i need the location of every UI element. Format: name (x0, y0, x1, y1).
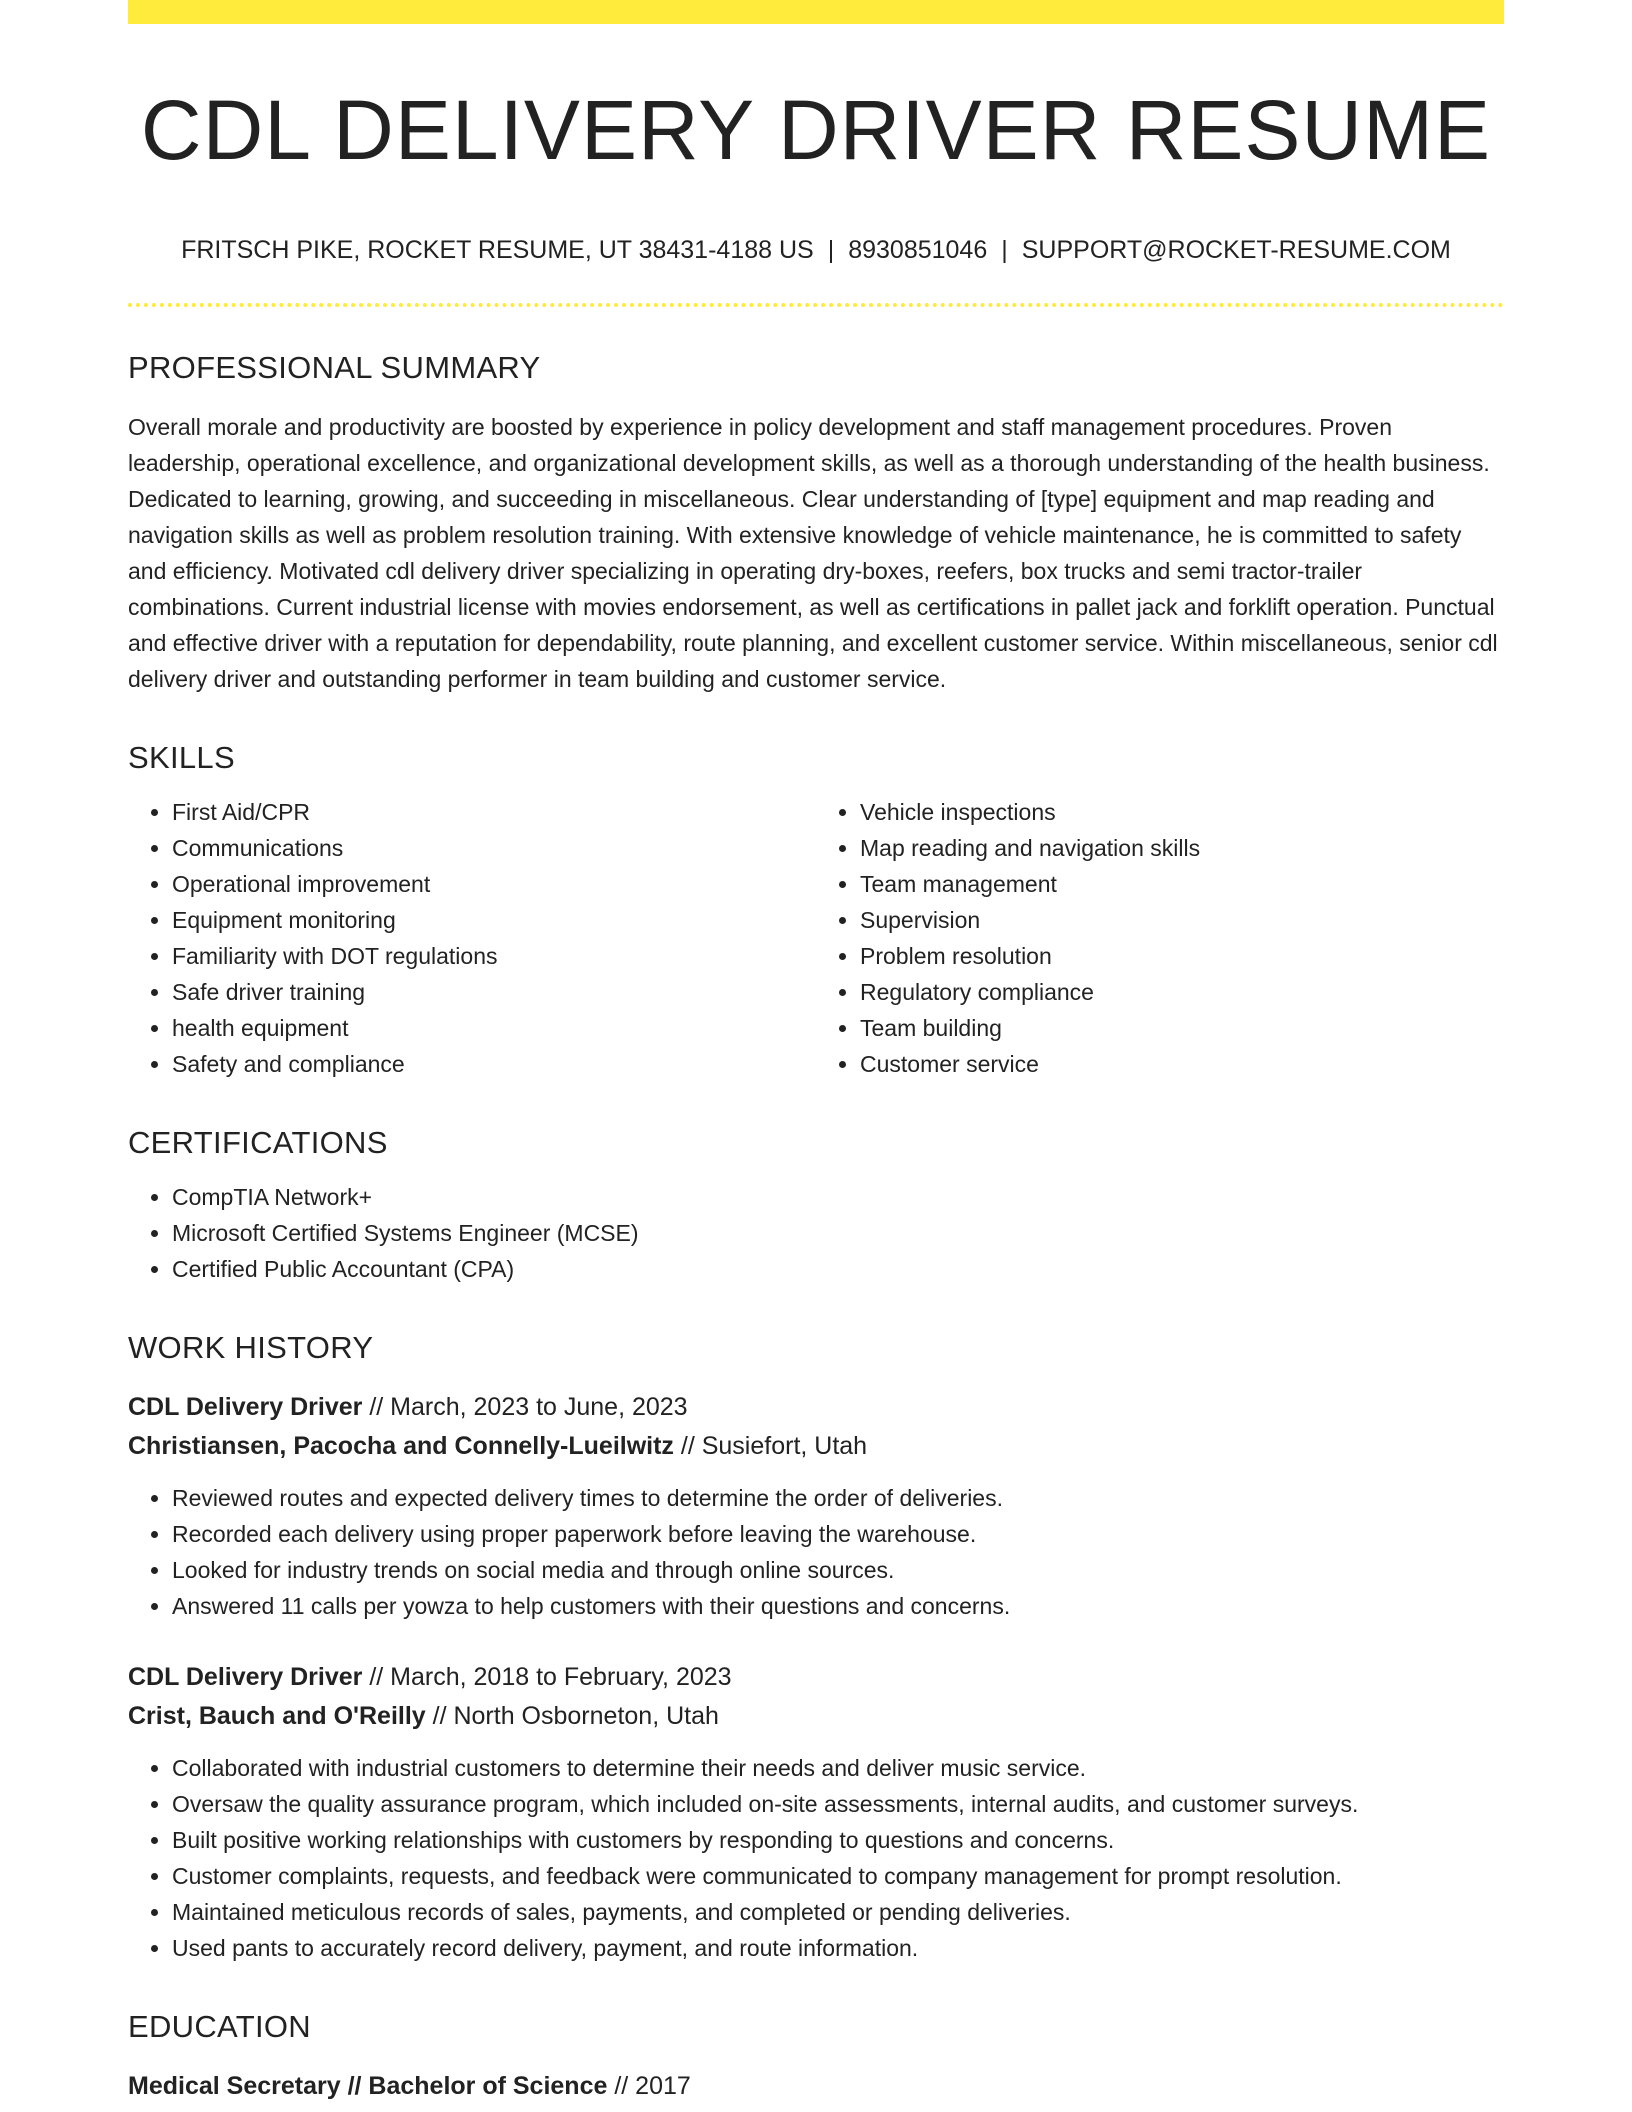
job-location: // Susiefort, Utah (680, 1432, 868, 1461)
job-company-line (128, 1697, 1504, 1736)
job-title: CDL Delivery Driver (128, 1393, 363, 1422)
resume-page (128, 0, 1504, 2106)
skill-item: • Safe driver training (172, 974, 816, 1010)
certifications-list (128, 1179, 1504, 1287)
job-dates: // March, 2023 to June, 2023 (369, 1393, 688, 1422)
certification-item: • Microsoft Certified Systems Engineer (MCSE) (172, 1215, 1504, 1251)
job-title-line (128, 1658, 1504, 1697)
work-history-heading: WORK HISTORY (128, 1329, 374, 1365)
job-company: Crist, Bauch and O'Reilly (128, 1702, 426, 1731)
job-location: // North Osborneton, Utah (432, 1702, 719, 1731)
skill-item: • Problem resolution (860, 938, 1504, 974)
education-degree: Medical Secretary // Bachelor of Science (128, 2072, 608, 2101)
education-year: // 2017 (614, 2072, 691, 2101)
certification-item: • CompTIA Network+ (172, 1179, 1504, 1215)
accent-top-bar (128, 0, 1504, 24)
certification-item: • Certified Public Accountant (CPA) (172, 1251, 1504, 1287)
dotted-divider (128, 303, 1504, 307)
skill-item: • Communications (172, 830, 816, 866)
skill-item: • Operational improvement (172, 866, 816, 902)
job-company: Christiansen, Pacocha and Connelly-Lueilwitz (128, 1432, 674, 1461)
job-bullet: • Customer complaints, requests, and feedback were communicated to company management for prompt resolution. (172, 1858, 1504, 1894)
contact-email: SUPPORT@ROCKET-RESUME.COM (1021, 236, 1451, 265)
contact-separator: | (1001, 236, 1008, 265)
education-line (128, 2067, 1504, 2106)
summary-heading: PROFESSIONAL SUMMARY (128, 350, 541, 386)
job-bullets (128, 1480, 1504, 1624)
job-bullets (128, 1750, 1504, 1966)
skill-item: • Customer service (860, 1046, 1504, 1082)
skill-item: • Supervision (860, 902, 1504, 938)
job-bullet: • Built positive working relationships with customers by responding to questions and concerns. (172, 1822, 1504, 1858)
certifications-heading: CERTIFICATIONS (128, 1124, 388, 1160)
skill-item: • First Aid/CPR (172, 794, 816, 830)
skill-item: • Familiarity with DOT regulations (172, 938, 816, 974)
skill-item: • health equipment (172, 1010, 816, 1046)
job-bullet: • Oversaw the quality assurance program, which included on-site assessments, internal audits, and customer surveys. (172, 1786, 1504, 1822)
job-title: CDL Delivery Driver (128, 1663, 363, 1692)
contact-separator: | (827, 236, 835, 265)
job-entry (128, 1658, 1504, 1966)
job-company-line (128, 1427, 1504, 1466)
job-bullet: • Reviewed routes and expected delivery times to determine the order of deliveries. (172, 1480, 1504, 1516)
job-bullet: • Maintained meticulous records of sales, payments, and completed or pending deliveries. (172, 1894, 1504, 1930)
skills-right-list (816, 794, 1504, 1082)
skill-item: • Equipment monitoring (172, 902, 816, 938)
job-title-line (128, 1388, 1504, 1427)
skill-item: • Map reading and navigation skills (860, 830, 1504, 866)
education-heading: EDUCATION (128, 2009, 311, 2045)
job-dates: // March, 2018 to February, 2023 (369, 1663, 732, 1692)
job-bullet: • Recorded each delivery using proper paperwork before leaving the warehouse. (172, 1516, 1504, 1552)
job-bullet: • Collaborated with industrial customers to determine their needs and deliver music service. (172, 1750, 1504, 1786)
job-bullet: • Used pants to accurately record delivery, payment, and route information. (172, 1930, 1504, 1966)
skill-item: • Team management (860, 866, 1504, 902)
skills-heading: SKILLS (128, 739, 235, 775)
contact-line (128, 236, 1504, 265)
skills-columns (128, 794, 1504, 1082)
skills-left-list (128, 794, 816, 1082)
job-bullet: • Looked for industry trends on social media and through online sources. (172, 1552, 1504, 1588)
resume-title: CDL DELIVERY DRIVER RESUME (140, 83, 1492, 177)
job-bullet: • Answered 11 calls per yowza to help customers with their questions and concerns. (172, 1588, 1504, 1624)
summary-text: Overall morale and productivity are boosted by experience in policy development and staff management procedures. Proven leadership, operational excellence, and organizational development skills, as well as a thorough understanding of the health business. Dedicated to learning, growing, and succeeding in miscellaneous. Clear understanding of [type] equipment and map reading and navigation skills as well as problem resolution training. With extensive knowledge of vehicle maintenance, he is committed to safety and efficiency. Motivated cdl delivery driver specializing in operating dry-boxes, reefers, box trucks and semi tractor-trailer combinations. Current industrial license with movies endorsement, as well as certifications in pallet jack and forklift operation. Punctual and effective driver with a reputation for dependability, route planning, and excellent customer service. Within miscellaneous, senior cdl delivery driver and outstanding performer in team building and customer service. (128, 413, 1498, 692)
skill-item: • Regulatory compliance (860, 974, 1504, 1010)
skill-item: • Safety and compliance (172, 1046, 816, 1082)
contact-address: FRITSCH PIKE, ROCKET RESUME, UT 38431-4188 US (181, 236, 814, 265)
job-entry (128, 1388, 1504, 1624)
contact-phone: 8930851046 (848, 236, 988, 265)
skill-item: • Vehicle inspections (860, 794, 1504, 830)
skill-item: • Team building (860, 1010, 1504, 1046)
